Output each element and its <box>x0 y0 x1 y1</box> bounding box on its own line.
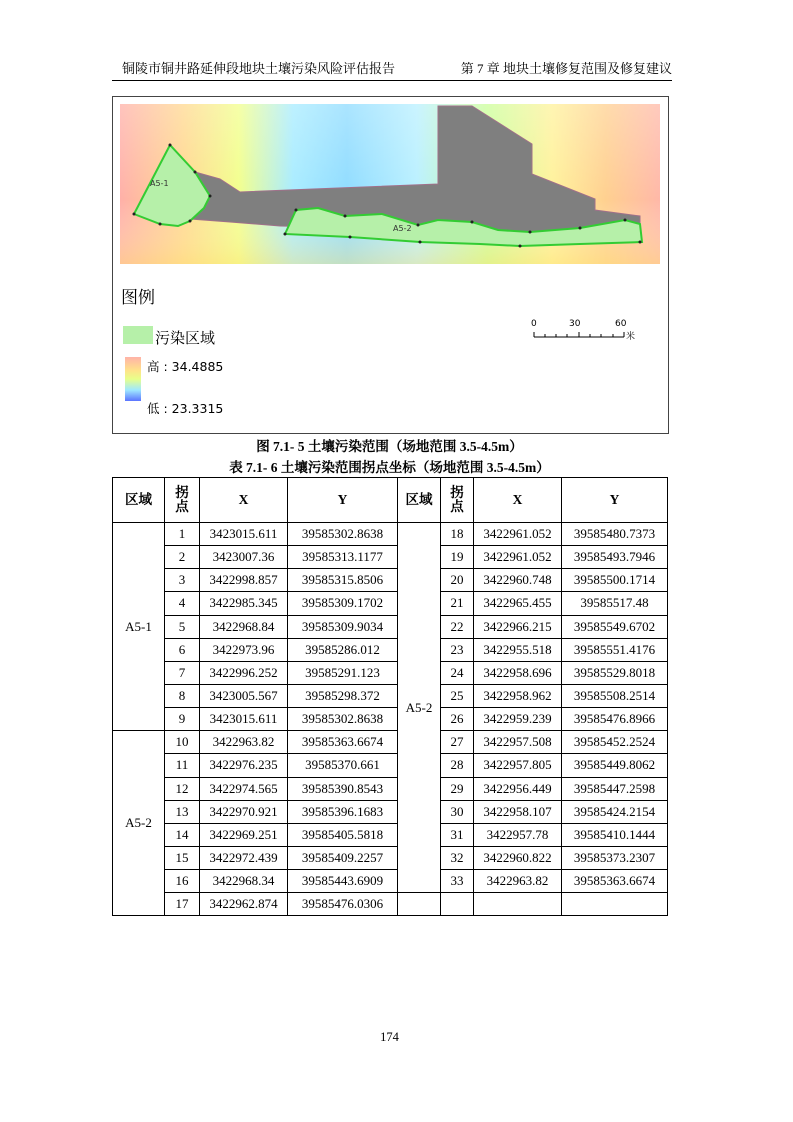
y-coordinate-cell: 39585315.8506 <box>288 569 398 592</box>
header-region-right: 区域 <box>398 478 441 523</box>
y-coordinate-cell-right: 39585493.7946 <box>562 546 668 569</box>
point-number-cell-right: 18 <box>441 523 474 546</box>
y-coordinate-cell-right: 39585500.1714 <box>562 569 668 592</box>
x-coordinate-cell-right: 3422963.82 <box>474 870 562 893</box>
table-row <box>113 731 668 754</box>
header-point: 拐 点 <box>165 478 200 523</box>
point-number-cell-right <box>441 893 474 916</box>
y-coordinate-cell: 39585405.5818 <box>288 823 398 846</box>
y-coordinate-cell-right: 39585452.2524 <box>562 731 668 754</box>
y-coordinate-cell: 39585309.1702 <box>288 592 398 615</box>
y-coordinate-cell: 39585302.8638 <box>288 708 398 731</box>
x-coordinate-cell-right: 3422957.805 <box>474 754 562 777</box>
x-coordinate-cell: 3422972.439 <box>200 846 288 869</box>
legend-high-value: 高 : 34.4885 <box>147 359 224 374</box>
point-number-cell: 7 <box>165 661 200 684</box>
y-coordinate-cell-right: 39585551.4176 <box>562 638 668 661</box>
y-coordinate-cell-right: 39585508.2514 <box>562 684 668 707</box>
y-coordinate-cell-right: 39585480.7373 <box>562 523 668 546</box>
legend-low-value: 低 : 23.3315 <box>147 401 224 416</box>
y-coordinate-cell-right: 39585449.8062 <box>562 754 668 777</box>
point-number-cell: 15 <box>165 846 200 869</box>
table-row <box>113 684 668 707</box>
y-coordinate-cell-right: 39585517.48 <box>562 592 668 615</box>
x-coordinate-cell: 3422963.82 <box>200 731 288 754</box>
point-number-cell: 12 <box>165 777 200 800</box>
x-coordinate-cell-right: 3422955.518 <box>474 638 562 661</box>
table-row <box>113 546 668 569</box>
x-coordinate-cell-right: 3422959.239 <box>474 708 562 731</box>
point-number-cell-right: 30 <box>441 800 474 823</box>
point-number-cell: 3 <box>165 569 200 592</box>
table-row <box>113 638 668 661</box>
y-coordinate-cell: 39585313.1177 <box>288 546 398 569</box>
table-row <box>113 569 668 592</box>
header-y-right: Y <box>562 478 668 523</box>
point-number-cell-right: 28 <box>441 754 474 777</box>
x-coordinate-cell: 3422998.857 <box>200 569 288 592</box>
point-number-cell-right: 20 <box>441 569 474 592</box>
x-coordinate-cell: 3423015.611 <box>200 708 288 731</box>
table-row <box>113 754 668 777</box>
table-row <box>113 523 668 546</box>
point-number-cell: 17 <box>165 893 200 916</box>
x-coordinate-cell-right: 3422958.696 <box>474 661 562 684</box>
point-number-cell-right: 27 <box>441 731 474 754</box>
x-coordinate-cell: 3423005.567 <box>200 684 288 707</box>
point-number-cell: 4 <box>165 592 200 615</box>
x-coordinate-cell-right: 3422957.78 <box>474 823 562 846</box>
x-coordinate-cell: 3422976.235 <box>200 754 288 777</box>
header-point-right: 拐 点 <box>441 478 474 523</box>
y-coordinate-cell: 39585302.8638 <box>288 523 398 546</box>
y-coordinate-cell-right <box>562 893 668 916</box>
x-coordinate-cell-right: 3422956.449 <box>474 777 562 800</box>
point-number-cell: 1 <box>165 523 200 546</box>
y-coordinate-cell: 39585390.8543 <box>288 777 398 800</box>
scale-unit: 米 <box>626 332 636 342</box>
coordinates-table <box>112 477 668 916</box>
x-coordinate-cell-right: 3422960.748 <box>474 569 562 592</box>
x-coordinate-cell-right: 3422961.052 <box>474 546 562 569</box>
x-coordinate-cell: 3422970.921 <box>200 800 288 823</box>
header-chapter-title: 第 7 章 地块土壤修复范围及修复建议 <box>460 61 672 76</box>
x-coordinate-cell: 3422985.345 <box>200 592 288 615</box>
y-coordinate-cell: 39585370.661 <box>288 754 398 777</box>
header-y: Y <box>288 478 398 523</box>
pollution-map-figure <box>112 96 669 434</box>
header-x-right: X <box>474 478 562 523</box>
x-coordinate-cell-right: 3422958.107 <box>474 800 562 823</box>
point-number-cell: 6 <box>165 638 200 661</box>
x-coordinate-cell: 3423007.36 <box>200 546 288 569</box>
table-row <box>113 823 668 846</box>
y-coordinate-cell-right: 39585373.2307 <box>562 846 668 869</box>
header-x: X <box>200 478 288 523</box>
x-coordinate-cell: 3422974.565 <box>200 777 288 800</box>
x-coordinate-cell: 3422973.96 <box>200 638 288 661</box>
point-number-cell: 5 <box>165 615 200 638</box>
x-coordinate-cell-right: 3422958.962 <box>474 684 562 707</box>
scale-bar <box>527 315 647 345</box>
page-header <box>112 58 672 81</box>
pollution-map <box>120 104 660 264</box>
table-row <box>113 800 668 823</box>
x-coordinate-cell: 3422962.874 <box>200 893 288 916</box>
y-coordinate-cell: 39585298.372 <box>288 684 398 707</box>
y-coordinate-cell: 39585476.0306 <box>288 893 398 916</box>
table-row <box>113 661 668 684</box>
scale-tick-60: 60 <box>615 319 627 329</box>
x-coordinate-cell: 3422968.34 <box>200 870 288 893</box>
y-coordinate-cell-right: 39585424.2154 <box>562 800 668 823</box>
map-label-a5-1: A5-1 <box>150 179 169 188</box>
header-region: 区域 <box>113 478 165 523</box>
y-coordinate-cell-right: 39585549.6702 <box>562 615 668 638</box>
point-number-cell-right: 19 <box>441 546 474 569</box>
legend-title: 图例 <box>121 288 155 308</box>
point-number-cell: 2 <box>165 546 200 569</box>
x-coordinate-cell-right: 3422961.052 <box>474 523 562 546</box>
y-coordinate-cell: 39585286.012 <box>288 638 398 661</box>
x-coordinate-cell-right: 3422966.215 <box>474 615 562 638</box>
scale-tick-30: 30 <box>569 319 581 329</box>
point-number-cell-right: 22 <box>441 615 474 638</box>
point-number-cell: 14 <box>165 823 200 846</box>
point-number-cell: 10 <box>165 731 200 754</box>
y-coordinate-cell: 39585409.2257 <box>288 846 398 869</box>
x-coordinate-cell: 3423015.611 <box>200 523 288 546</box>
legend-color-ramp <box>125 357 141 401</box>
legend-polluted-label: 污染区域 <box>155 329 216 347</box>
region-cell-empty <box>398 893 441 916</box>
x-coordinate-cell-right: 3422960.822 <box>474 846 562 869</box>
table-row <box>113 615 668 638</box>
table-row <box>113 592 668 615</box>
point-number-cell: 8 <box>165 684 200 707</box>
y-coordinate-cell: 39585291.123 <box>288 661 398 684</box>
point-number-cell: 9 <box>165 708 200 731</box>
region-cell-a5-2-right: A5-2 <box>398 523 441 893</box>
y-coordinate-cell: 39585309.9034 <box>288 615 398 638</box>
table-row <box>113 846 668 869</box>
header-report-title: 铜陵市铜井路延伸段地块土壤污染风险评估报告 <box>122 61 396 76</box>
y-coordinate-cell: 39585443.6909 <box>288 870 398 893</box>
x-coordinate-cell: 3422968.84 <box>200 615 288 638</box>
table-row <box>113 708 668 731</box>
table-row <box>113 893 668 916</box>
legend-polluted-swatch <box>123 326 153 344</box>
point-number-cell-right: 32 <box>441 846 474 869</box>
point-number-cell-right: 23 <box>441 638 474 661</box>
y-coordinate-cell: 39585396.1683 <box>288 800 398 823</box>
table-caption: 表 7.1- 6 土壤污染范围拐点坐标（场地范围 3.5-4.5m） <box>229 460 550 475</box>
point-number-cell-right: 25 <box>441 684 474 707</box>
point-number-cell-right: 29 <box>441 777 474 800</box>
point-number-cell-right: 31 <box>441 823 474 846</box>
y-coordinate-cell-right: 39585410.1444 <box>562 823 668 846</box>
table-header-row <box>113 478 668 523</box>
x-coordinate-cell-right: 3422957.508 <box>474 731 562 754</box>
y-coordinate-cell-right: 39585529.8018 <box>562 661 668 684</box>
region-cell-a5-1: A5-1 <box>113 523 165 731</box>
page-number: 174 <box>380 1030 399 1044</box>
figure-caption: 图 7.1- 5 土壤污染范围（场地范围 3.5-4.5m） <box>256 439 523 454</box>
point-number-cell-right: 21 <box>441 592 474 615</box>
map-label-a5-2: A5-2 <box>393 224 412 233</box>
y-coordinate-cell: 39585363.6674 <box>288 731 398 754</box>
y-coordinate-cell-right: 39585363.6674 <box>562 870 668 893</box>
point-number-cell-right: 26 <box>441 708 474 731</box>
x-coordinate-cell-right: 3422965.455 <box>474 592 562 615</box>
x-coordinate-cell: 3422996.252 <box>200 661 288 684</box>
point-number-cell: 13 <box>165 800 200 823</box>
x-coordinate-cell: 3422969.251 <box>200 823 288 846</box>
point-number-cell: 11 <box>165 754 200 777</box>
y-coordinate-cell-right: 39585476.8966 <box>562 708 668 731</box>
table-row <box>113 777 668 800</box>
point-number-cell-right: 24 <box>441 661 474 684</box>
point-number-cell-right: 33 <box>441 870 474 893</box>
point-number-cell: 16 <box>165 870 200 893</box>
coordinates-table-body <box>113 523 668 916</box>
region-cell-a5-2: A5-2 <box>113 731 165 916</box>
table-row <box>113 870 668 893</box>
x-coordinate-cell-right <box>474 893 562 916</box>
scale-tick-0: 0 <box>531 319 537 329</box>
y-coordinate-cell-right: 39585447.2598 <box>562 777 668 800</box>
